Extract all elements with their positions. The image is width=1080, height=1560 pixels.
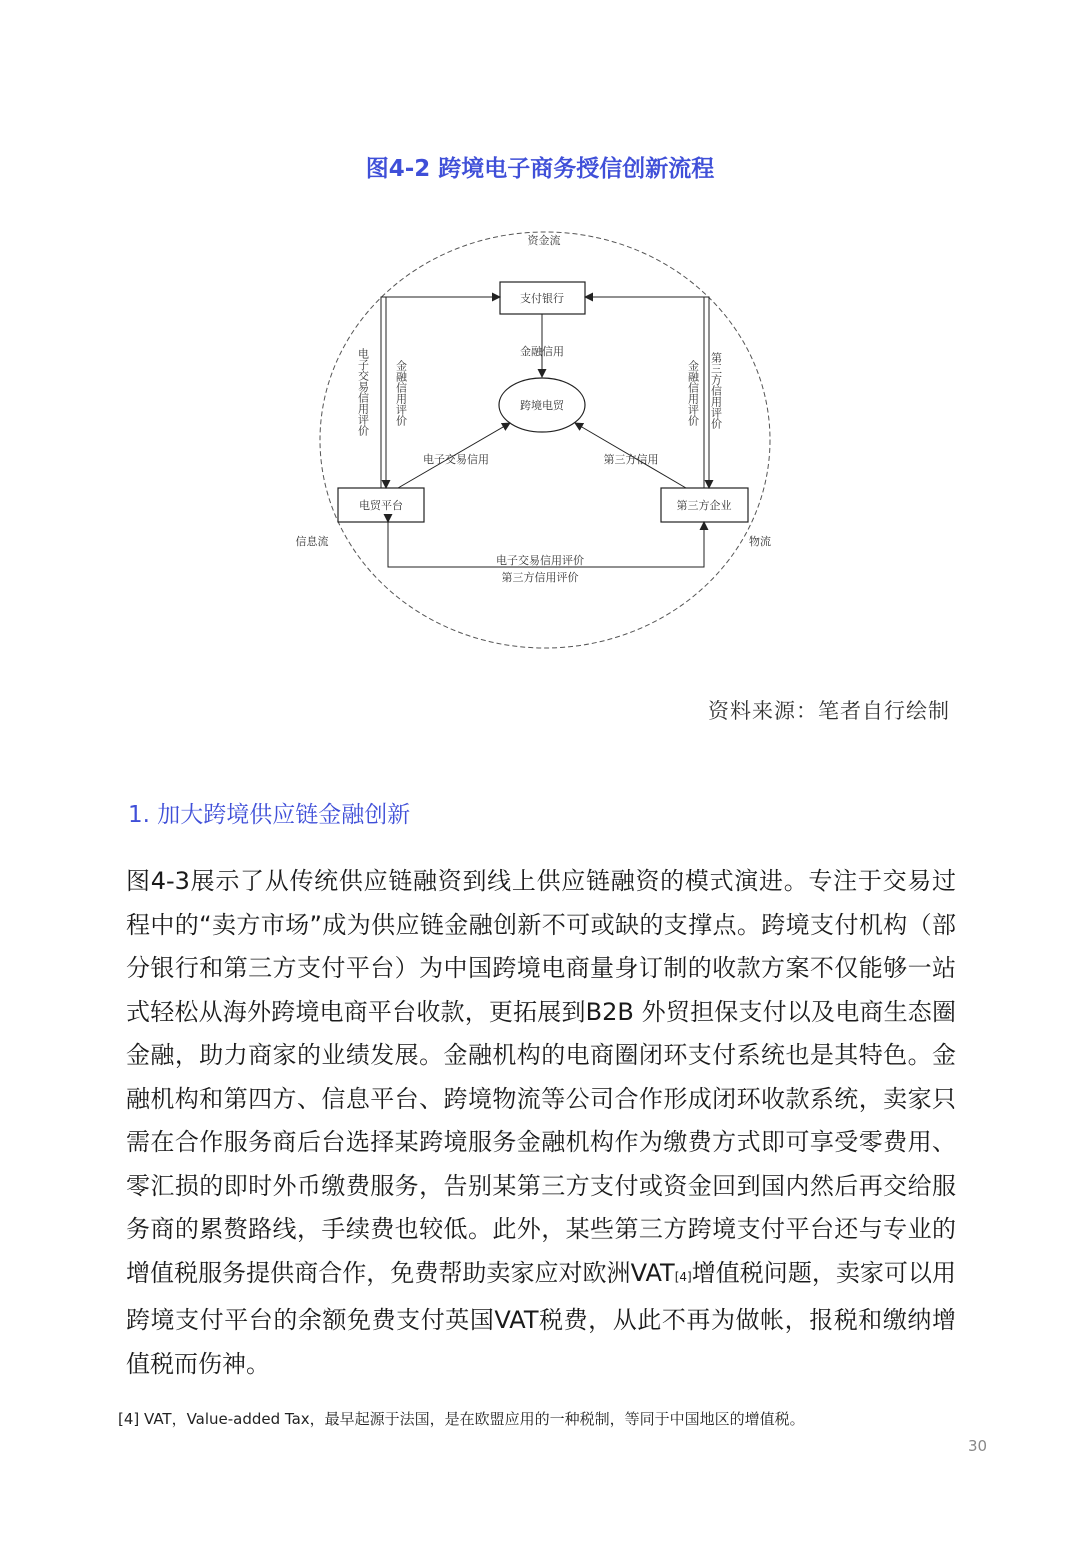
node-platform [338, 488, 424, 522]
footnote-reference[interactable]: [4] [674, 1269, 692, 1284]
label-right-outer: 第三方信用评价 [709, 352, 723, 429]
credit-innovation-flow-diagram [0, 0, 1080, 680]
ring-label-capital-flow: 资金流 [527, 234, 561, 247]
node-center-label: 跨境电贸 [520, 399, 564, 412]
footnote: [4] VAT，Value-added Tax，最早起源于法国，是在欧盟应用的一种税制，等同于中国地区的增值税。 [118, 1410, 805, 1428]
label-right-inner: 金融信用评价 [686, 360, 700, 426]
node-center [499, 378, 585, 432]
node-third-party [661, 488, 748, 522]
label-platform-to-center: 电子交易信用 [423, 453, 489, 466]
page-number: 30 [968, 1437, 988, 1455]
label-bank-to-center: 金融信用 [520, 345, 564, 358]
figure-title: 图4-2 跨境电子商务授信创新流程 [365, 156, 715, 182]
label-bottom-1: 电子交易信用评价 [496, 554, 584, 567]
body-paragraph [126, 860, 956, 1386]
label-left-inner: 金融信用评价 [394, 360, 408, 426]
node-platform-label: 电贸平台 [359, 499, 403, 512]
body-text-part1: 图4-3展示了从传统供应链融资到线上供应链融资的模式演进。专注于交易过程中的“卖方市场”成为供应链金融创新不可或缺的支撑点。跨境支付机构（部分银行和第三方支付平台）为中国跨境电商量身订制的收款方案不仅能够一站式轻松从海外跨境电商平台收款，更拓展到B2B 外贸担保支付以及电商生态圈金融，助力商家的业绩发展。金融机构的电商圈闭环支付系统也是其特色。金融机构和第四方、信息平台、跨境物流等公司合作形成闭环收款系统，卖家只需在合作服务商后台选择某跨境服务金融机构作为缴费方式即可享受零费用、零汇损的即时外币缴费服务，告别某第三方支付或资金回到国内然后再交给服务商的累赘路线，手续费也较低。此外，某些第三方跨境支付平台还与专业的增值税服务提供商合作，免费帮助卖家应对欧洲VAT [126, 867, 956, 1287]
node-bank-label: 支付银行 [520, 292, 564, 305]
label-third-to-center: 第三方信用 [603, 453, 659, 466]
section-heading: 1. 加大跨境供应链金融创新 [128, 802, 411, 828]
node-bank [500, 282, 585, 314]
figure-source: 资料来源：笔者自行绘制 [708, 699, 950, 723]
label-bottom-2: 第三方信用评价 [501, 571, 579, 584]
label-left-outer: 电子交易信用评价 [356, 348, 370, 436]
ring-label-info-flow: 信息流 [295, 535, 329, 548]
node-third-party-label: 第三方企业 [676, 499, 732, 512]
ring-label-logistics: 物流 [749, 535, 771, 548]
body-text-part2: 增值税问题，卖家可以用跨境支付平台的余额免费支付英国VAT税费，从此不再为做帐，报税和缴纳增值税而伤神。 [126, 1258, 956, 1378]
